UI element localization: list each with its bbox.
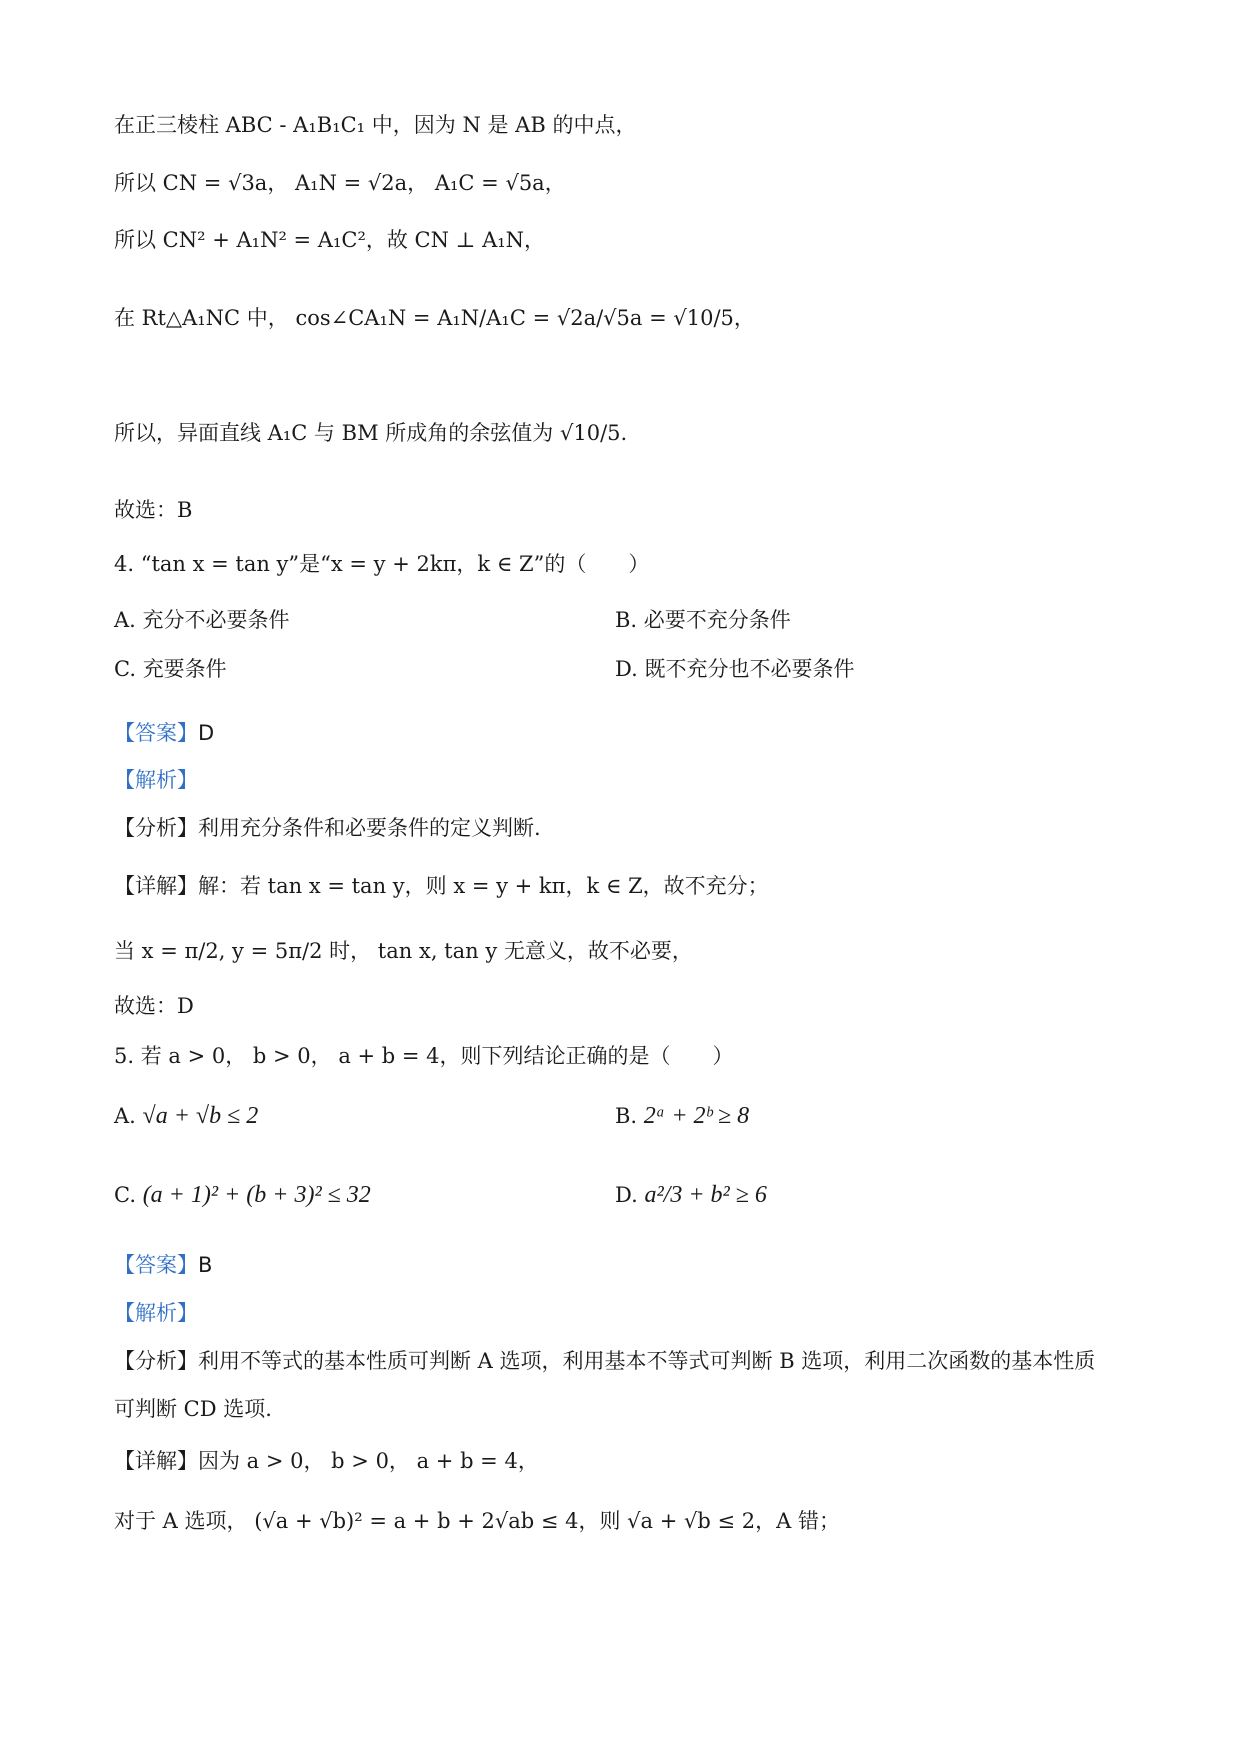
question-4-stem: 4. “tan x = tan y”是“x = y + 2kπ，k ∈ Z”的（ ） — [114, 552, 650, 576]
option-label: B. — [615, 1104, 638, 1128]
option-text: (a + 1)² + (b + 3)² ≤ 32 — [142, 1182, 371, 1208]
question-5-stem: 5. 若 a > 0， b > 0， a + b = 4，则下列结论正确的是（ ） — [114, 1044, 734, 1068]
text-line: 故选：B — [114, 498, 193, 522]
option-label: B. — [615, 608, 638, 632]
q5-option-a — [114, 1101, 258, 1132]
option-text: 2ᵃ + 2ᵇ ≥ 8 — [643, 1103, 750, 1129]
option-label: D. — [615, 657, 638, 681]
text-line: 所以，异面直线 A₁C 与 BM 所成角的余弦值为 √10/5. — [114, 421, 628, 445]
q5-option-b — [615, 1101, 749, 1132]
text-line: 对于 A 选项， (√a + √b)² = a + b + 2√ab ≤ 4，则 √a + √b ≤ 2，A 错； — [114, 1509, 840, 1533]
q5-option-d — [615, 1180, 767, 1211]
option-label: C. — [114, 1183, 136, 1207]
text-line: 【详解】解：若 tan x = tan y，则 x = y + kπ，k ∈ Z，故不充分； — [114, 874, 769, 898]
option-text: a²/3 + b² ≥ 6 — [644, 1182, 767, 1208]
answer-value: B — [198, 1253, 213, 1277]
answer-value: D — [198, 721, 215, 745]
answer-label: 【答案】B — [114, 1253, 213, 1277]
q4-option-d — [615, 656, 854, 683]
text-line: 所以 CN² + A₁N² = A₁C²，故 CN ⊥ A₁N， — [114, 228, 546, 252]
option-text: 充分不必要条件 — [142, 608, 290, 632]
option-text: √a + √b ≤ 2 — [142, 1103, 259, 1129]
analysis-label: 【解析】 — [114, 768, 198, 792]
option-text: 充要条件 — [142, 657, 227, 681]
option-label: D. — [615, 1183, 638, 1207]
text-line: 在正三棱柱 ABC - A₁B₁C₁ 中，因为 N 是 AB 的中点， — [114, 113, 637, 137]
answer-label: 【答案】D — [114, 721, 215, 745]
analysis-label: 【解析】 — [114, 1301, 198, 1325]
q4-option-c — [114, 656, 227, 683]
q4-option-a — [114, 607, 290, 634]
q4-option-b — [615, 607, 791, 634]
option-label: A. — [114, 608, 136, 632]
text-line: 所以 CN = √3a， A₁N = √2a， A₁C = √5a， — [114, 171, 566, 195]
text-line: 在 Rt△A₁NC 中， cos∠CA₁N = A₁N/A₁C = √2a/√5a = √10/5， — [114, 306, 755, 330]
q5-option-c — [114, 1180, 371, 1211]
text-line: 【分析】利用不等式的基本性质可判断 A 选项，利用基本不等式可判断 B 选项，利用二次函数的基本性质 — [114, 1349, 1096, 1373]
text-line: 可判断 CD 选项. — [114, 1397, 272, 1421]
option-label: C. — [114, 657, 136, 681]
option-label: A. — [114, 1104, 136, 1128]
text-line: 当 x = π/2, y = 5π/2 时， tan x, tan y 无意义，故不必要， — [114, 939, 693, 963]
option-text: 既不充分也不必要条件 — [644, 657, 855, 681]
text-line: 【分析】利用充分条件和必要条件的定义判断. — [114, 816, 541, 840]
option-text: 必要不充分条件 — [643, 608, 791, 632]
text-line: 故选：D — [114, 994, 194, 1018]
text-line: 【详解】因为 a > 0， b > 0， a + b = 4， — [114, 1449, 539, 1473]
